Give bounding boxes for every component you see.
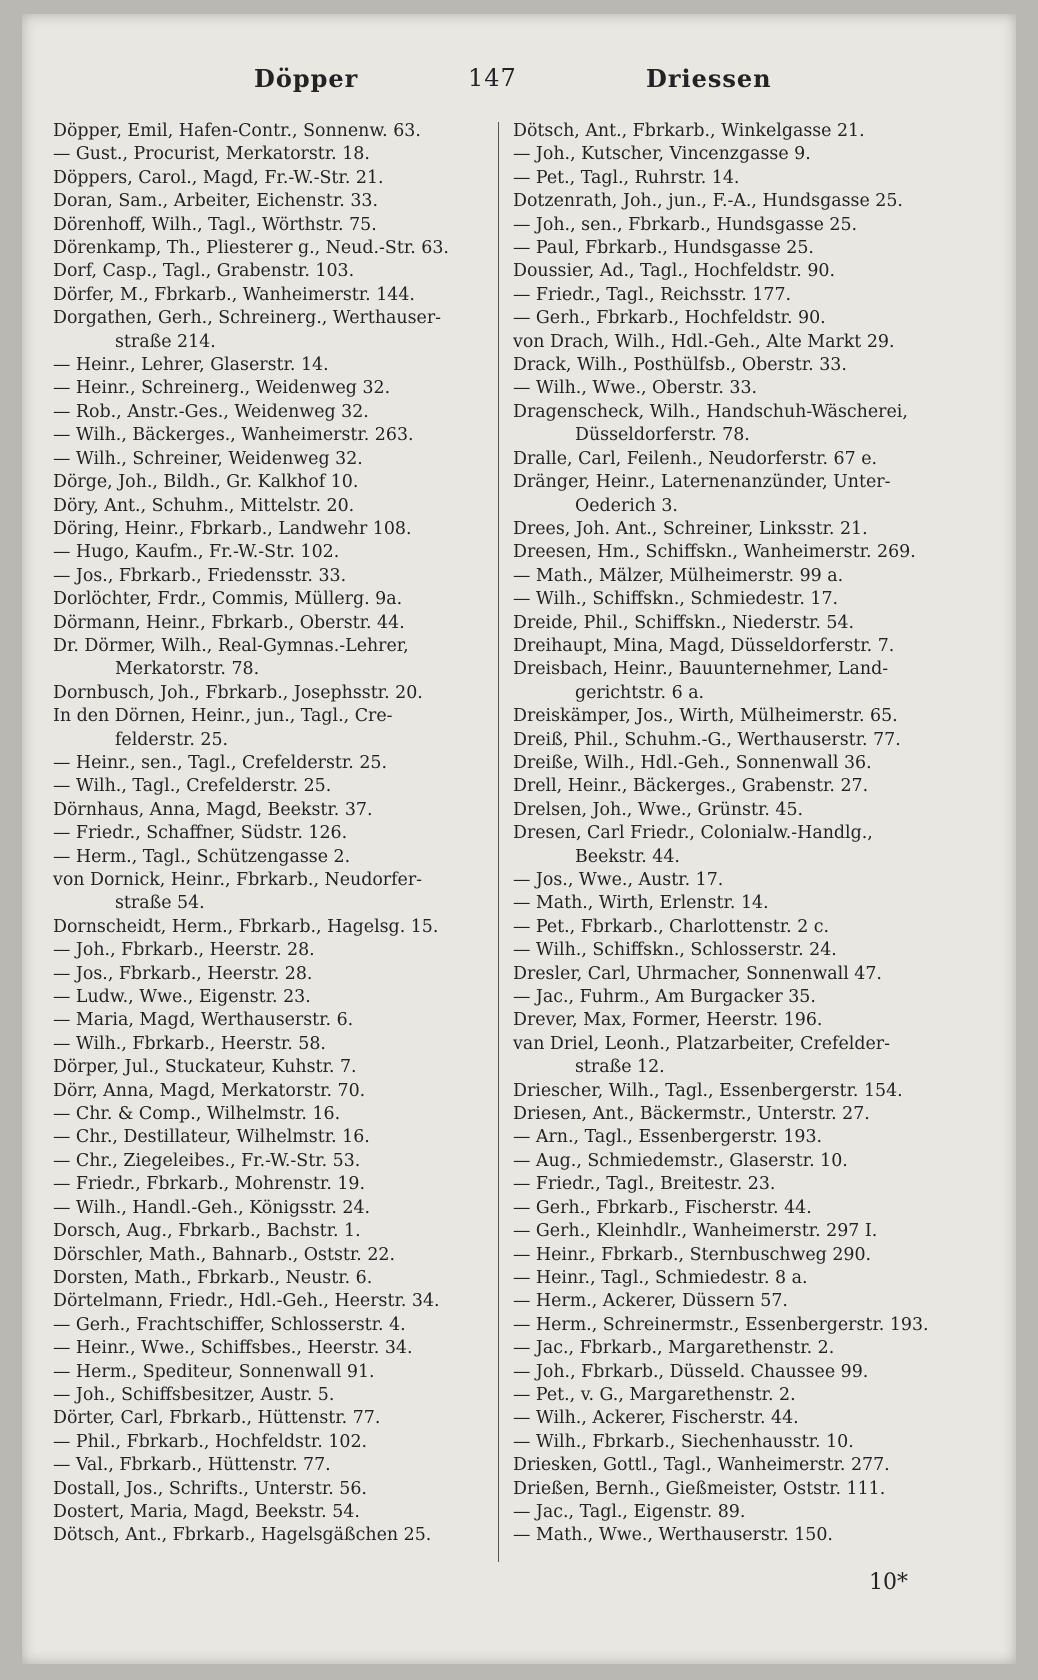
- directory-entry-line: — Jac., Fuhrm., Am Burgacker 35.: [513, 987, 816, 1008]
- directory-entry-line: Döpper, Emil, Hafen-Contr., Sonnenw. 63.: [53, 121, 421, 141]
- left-column: [53, 120, 495, 1548]
- directory-entry-line: Dörtelmann, Friedr., Hdl.-Geh., Heerstr. 34.: [53, 1291, 440, 1312]
- directory-entry-line: — Wilh., Ackerer, Fischerstr. 44.: [513, 1408, 799, 1429]
- directory-entry-line: — Herm., Spediteur, Sonnenwall 91.: [53, 1361, 375, 1382]
- directory-entry-line: — Jos., Fbrkarb., Friedensstr. 33.: [53, 565, 347, 586]
- directory-entry-line: — Wilh., Schiffskn., Schlosserstr. 24.: [513, 940, 837, 961]
- directory-entry-line: — Chr. & Comp., Wilhelmstr. 16.: [53, 1104, 341, 1125]
- directory-entry-line: — Wilh., Wwe., Oberstr. 33.: [513, 378, 758, 399]
- directory-entry-line: Dreiß, Phil., Schuhm.-G., Werthauserstr. 77.: [513, 729, 901, 750]
- directory-entry-line: — Wilh., Bäckerges., Wanheimerstr. 263.: [53, 425, 414, 446]
- directory-entry-line: — Joh., Fbrkarb., Düsseld. Chaussee 99.: [513, 1361, 869, 1382]
- page-header: [22, 64, 1016, 104]
- directory-entry-line: Dresler, Carl, Uhrmacher, Sonnenwall 47.: [513, 963, 882, 984]
- directory-entry-line: Dresen, Carl Friedr., Colonialw.-Handlg.,: [513, 823, 873, 844]
- directory-entry-line: straße 54.: [115, 893, 205, 914]
- directory-entry-line: — Friedr., Tagl., Reichsstr. 177.: [513, 284, 792, 305]
- directory-entry-line: Dostall, Jos., Schrifts., Unterstr. 56.: [53, 1478, 367, 1499]
- directory-entry-line: — Herm., Tagl., Schützengasse 2.: [53, 846, 351, 867]
- directory-entry-line: Dreihaupt, Mina, Magd, Düsseldorferstr. 7.: [513, 635, 895, 656]
- directory-entry-line: Driesen, Ant., Bäckermstr., Unterstr. 27.: [513, 1104, 870, 1125]
- directory-entry-line: — Math., Mälzer, Mülheimerstr. 99 a.: [513, 565, 844, 586]
- directory-entry-line: Dreiskämper, Jos., Wirth, Mülheimerstr. 65.: [513, 706, 898, 727]
- directory-entry-line: Dr. Dörmer, Wilh., Real-Gymnas.-Lehrer,: [53, 635, 409, 656]
- directory-entry-line: gerichtstr. 6 a.: [575, 682, 705, 703]
- directory-entry-line: Dörter, Carl, Fbrkarb., Hüttenstr. 77.: [53, 1408, 381, 1429]
- directory-entry-line: — Heinr., sen., Tagl., Crefelderstr. 25.: [53, 752, 387, 773]
- directory-entry-line: Dostert, Maria, Magd, Beekstr. 54.: [53, 1501, 360, 1522]
- directory-entry-line: — Phil., Fbrkarb., Hochfeldstr. 102.: [53, 1431, 368, 1452]
- directory-entry-line: Dreide, Phil., Schiffskn., Niederstr. 54.: [513, 612, 855, 633]
- column-divider: [498, 122, 499, 1562]
- directory-entry-line: Dörmann, Heinr., Fbrkarb., Oberstr. 44.: [53, 612, 405, 633]
- directory-entry-line: — Gerh., Frachtschiffer, Schlosserstr. 4.: [53, 1314, 406, 1335]
- directory-entry-line: Dralle, Carl, Feilenh., Neudorferstr. 67 e.: [513, 448, 878, 469]
- directory-entry-line: — Wilh., Handl.-Geh., Königsstr. 24.: [53, 1197, 371, 1218]
- directory-entry-line: Doran, Sam., Arbeiter, Eichenstr. 33.: [53, 191, 379, 212]
- directory-entry-line: — Maria, Magd, Werthauserstr. 6.: [53, 1010, 354, 1031]
- directory-entry-line: — Math., Wwe., Werthauserstr. 150.: [513, 1525, 833, 1546]
- directory-entry-line: Düsseldorferstr. 78.: [575, 425, 750, 446]
- directory-entry-line: Dornbusch, Joh., Fbrkarb., Josephsstr. 20.: [53, 682, 423, 703]
- directory-entry-line: Driesken, Gottl., Tagl., Wanheimerstr. 277.: [513, 1455, 890, 1476]
- directory-entry-line: straße 12.: [575, 1057, 665, 1078]
- directory-entry-line: — Jac., Fbrkarb., Margarethenstr. 2.: [513, 1338, 835, 1359]
- directory-entry-line: Dorgathen, Gerh., Schreinerg., Werthauser-: [53, 308, 442, 329]
- directory-entry-line: — Hugo, Kaufm., Fr.-W.-Str. 102.: [53, 542, 340, 563]
- right-column: [513, 120, 978, 1548]
- directory-entry-line: Drell, Heinr., Bäckerges., Grabenstr. 27.: [513, 776, 869, 797]
- directory-entry-line: Dorsch, Aug., Fbrkarb., Bachstr. 1.: [53, 1221, 361, 1242]
- directory-entry-line: — Herm., Ackerer, Düssern 57.: [513, 1291, 788, 1312]
- directory-entry-line: Dörenkamp, Th., Pliesterer g., Neud.-Str. 63.: [53, 238, 449, 259]
- header-right-keyword: Driessen: [646, 64, 772, 93]
- directory-entry-line: Beekstr. 44.: [575, 846, 680, 867]
- directory-entry-line: — Herm., Schreinermstr., Essenbergerstr. 193.: [513, 1314, 929, 1335]
- directory-entry-line: — Wilh., Schiffskn., Schmiedestr. 17.: [513, 589, 839, 610]
- directory-entry-line: — Val., Fbrkarb., Hüttenstr. 77.: [53, 1455, 331, 1476]
- directory-entry-line: Dorf, Casp., Tagl., Grabenstr. 103.: [53, 261, 355, 282]
- directory-entry-line: Dörge, Joh., Bildh., Gr. Kalkhof 10.: [53, 472, 359, 493]
- directory-entry-line: — Aug., Schmiedemstr., Glaserstr. 10.: [513, 1150, 848, 1171]
- directory-entry-line: — Arn., Tagl., Essenbergerstr. 193.: [513, 1127, 823, 1148]
- directory-entry-line: — Ludw., Wwe., Eigenstr. 23.: [53, 987, 311, 1008]
- directory-entry-line: Dornscheidt, Herm., Fbrkarb., Hagelsg. 15.: [53, 916, 439, 937]
- directory-entry-line: Döppers, Carol., Magd, Fr.-W.-Str. 21.: [53, 167, 384, 188]
- directory-entry-line: Dreiße, Wilh., Hdl.-Geh., Sonnenwall 36.: [513, 752, 872, 773]
- directory-entry-line: In den Dörnen, Heinr., jun., Tagl., Cre-: [53, 706, 393, 727]
- directory-entry-line: Doussier, Ad., Tagl., Hochfeldstr. 90.: [513, 261, 835, 282]
- directory-entry-line: — Joh., Schiffsbesitzer, Austr. 5.: [53, 1384, 335, 1405]
- directory-entry-line: Dragenscheck, Wilh., Handschuh-Wäscherei,: [513, 401, 908, 422]
- directory-entry-line: — Friedr., Fbrkarb., Mohrenstr. 19.: [53, 1174, 366, 1195]
- directory-entry-line: — Paul, Fbrkarb., Hundsgasse 25.: [513, 238, 814, 259]
- directory-entry-line: — Heinr., Tagl., Schmiedestr. 8 a.: [513, 1267, 808, 1288]
- directory-entry-line: — Joh., Fbrkarb., Heerstr. 28.: [53, 940, 315, 961]
- directory-entry-line: — Chr., Destillateur, Wilhelmstr. 16.: [53, 1127, 370, 1148]
- directory-entry-line: — Gust., Procurist, Merkatorstr. 18.: [53, 144, 370, 165]
- directory-entry-line: felderstr. 25.: [115, 729, 229, 750]
- directory-entry-line: Dreesen, Hm., Schiffskn., Wanheimerstr. 269.: [513, 542, 916, 563]
- directory-entry-line: — Friedr., Tagl., Breitestr. 23.: [513, 1174, 776, 1195]
- directory-entry-line: — Joh., sen., Fbrkarb., Hundsgasse 25.: [513, 214, 858, 235]
- directory-entry-line: — Friedr., Schaffner, Südstr. 126.: [53, 823, 348, 844]
- directory-entry-line: — Jac., Tagl., Eigenstr. 89.: [513, 1501, 746, 1522]
- directory-entry-line: — Gerh., Fbrkarb., Fischerstr. 44.: [513, 1197, 812, 1218]
- directory-entry-line: — Chr., Ziegeleibes., Fr.-W.-Str. 53.: [53, 1150, 361, 1171]
- header-left-keyword: Döpper: [254, 64, 359, 93]
- page-number: 147: [468, 64, 517, 92]
- directory-entry-line: Dötsch, Ant., Fbrkarb., Hagelsgäßchen 25.: [53, 1525, 432, 1546]
- directory-entry-line: — Joh., Kutscher, Vincenzgasse 9.: [513, 144, 811, 165]
- directory-entry-line: Dörenhoff, Wilh., Tagl., Wörthstr. 75.: [53, 214, 377, 235]
- directory-entry-line: Döring, Heinr., Fbrkarb., Landwehr 108.: [53, 518, 412, 539]
- directory-entry-line: — Pet., Fbrkarb., Charlottenstr. 2 c.: [513, 916, 830, 937]
- directory-entry-line: Drack, Wilh., Posthülfsb., Oberstr. 33.: [513, 355, 847, 376]
- directory-entry-line: Merkatorstr. 78.: [115, 659, 260, 680]
- directory-entry-line: Dörnhaus, Anna, Magd, Beekstr. 37.: [53, 799, 373, 820]
- signature-mark: 10*: [869, 1570, 908, 1595]
- directory-entry-line: — Gerh., Kleinhdlr., Wanheimerstr. 297 I.: [513, 1221, 878, 1242]
- directory-entry-line: — Heinr., Schreinerg., Weidenweg 32.: [53, 378, 391, 399]
- directory-entry-line: — Heinr., Wwe., Schiffsbes., Heerstr. 34.: [53, 1338, 413, 1359]
- directory-entry-line: Dreisbach, Heinr., Bauunternehmer, Land-: [513, 659, 889, 680]
- directory-entry-line: — Jos., Wwe., Austr. 17.: [513, 870, 724, 890]
- directory-entry-line: — Heinr., Fbrkarb., Sternbuschweg 290.: [513, 1244, 872, 1265]
- directory-entry-line: Dorsten, Math., Fbrkarb., Neustr. 6.: [53, 1267, 373, 1288]
- directory-entry-line: van Driel, Leonh., Platzarbeiter, Crefelder-: [513, 1033, 890, 1054]
- directory-entry-line: — Pet., Tagl., Ruhrstr. 14.: [513, 167, 740, 188]
- directory-entry-line: Drelsen, Joh., Wwe., Grünstr. 45.: [513, 799, 804, 820]
- directory-entry-line: Oederich 3.: [575, 495, 678, 516]
- directory-entry-line: Dränger, Heinr., Laternenanzünder, Unter-: [513, 472, 891, 493]
- directory-entry-line: straße 214.: [115, 331, 216, 352]
- directory-page: [22, 14, 1016, 1664]
- directory-entry-line: — Wilh., Fbrkarb., Siechenhausstr. 10.: [513, 1431, 854, 1452]
- directory-entry-line: — Wilh., Tagl., Crefelderstr. 25.: [53, 776, 332, 797]
- directory-entry-line: Dötsch, Ant., Fbrkarb., Winkelgasse 21.: [513, 121, 865, 141]
- directory-entry-line: — Wilh., Fbrkarb., Heerstr. 58.: [53, 1033, 326, 1054]
- directory-entry-line: — Jos., Fbrkarb., Heerstr. 28.: [53, 963, 313, 984]
- directory-entry-line: von Dornick, Heinr., Fbrkarb., Neudorfer-: [53, 870, 423, 890]
- directory-entry-line: Dörr, Anna, Magd, Merkatorstr. 70.: [53, 1080, 366, 1101]
- directory-entry-line: Dorlöchter, Frdr., Commis, Müllerg. 9a.: [53, 589, 403, 610]
- directory-entry-line: Drever, Max, Former, Heerstr. 196.: [513, 1010, 823, 1031]
- directory-entry-line: von Drach, Wilh., Hdl.-Geh., Alte Markt 29.: [513, 331, 895, 352]
- directory-entry-line: Dörschler, Math., Bahnarb., Oststr. 22.: [53, 1244, 395, 1265]
- directory-entry-line: Drießen, Bernh., Gießmeister, Oststr. 111.: [513, 1478, 886, 1499]
- directory-entry-line: Dörper, Jul., Stuckateur, Kuhstr. 7.: [53, 1057, 357, 1078]
- directory-entry-line: Driescher, Wilh., Tagl., Essenbergerstr. 154.: [513, 1080, 903, 1101]
- directory-entry-line: Drees, Joh. Ant., Schreiner, Linksstr. 21.: [513, 518, 868, 539]
- directory-entry-line: — Rob., Anstr.-Ges., Weidenweg 32.: [53, 401, 369, 422]
- directory-entry-line: — Gerh., Fbrkarb., Hochfeldstr. 90.: [513, 308, 826, 329]
- directory-entry-line: — Math., Wirth, Erlenstr. 14.: [513, 893, 769, 914]
- directory-entry-line: — Pet., v. G., Margarethenstr. 2.: [513, 1384, 796, 1405]
- directory-entry-line: Döry, Ant., Schuhm., Mittelstr. 20.: [53, 495, 355, 516]
- directory-entry-line: Dotzenrath, Joh., jun., F.-A., Hundsgasse 25.: [513, 191, 903, 212]
- directory-entry-line: Dörfer, M., Fbrkarb., Wanheimerstr. 144.: [53, 284, 415, 305]
- directory-entry-line: — Heinr., Lehrer, Glaserstr. 14.: [53, 355, 329, 376]
- directory-entry-line: — Wilh., Schreiner, Weidenweg 32.: [53, 448, 363, 469]
